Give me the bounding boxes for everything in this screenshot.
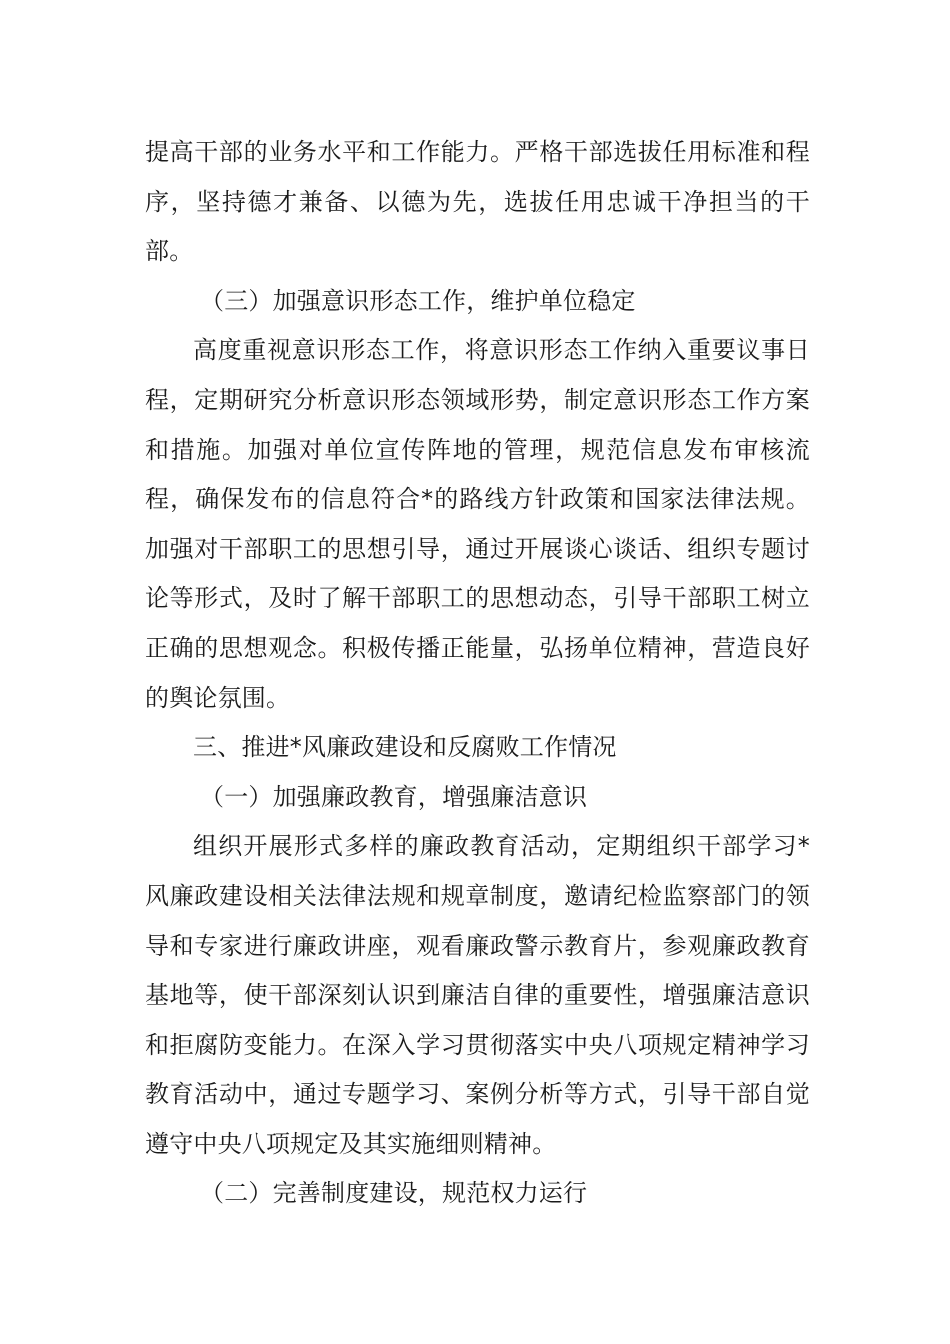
paragraph: 组织开展形式多样的廉政教育活动，定期组织干部学习*风廉政建设相关法律法规和规章制度，邀请纪检监察部门的领导和专家进行廉政讲座，观看廉政警示教育片，参观廉政教育基地等，使干部深刻认识到廉洁自律的重要性，增强廉洁意识和拒腐防变能力。在深入学习贯彻落实中央八项规定精神学习教育活动中，通过专题学习、案例分析等方式，引导干部自觉遵守中央八项规定及其实施细则精神。	[145, 832, 810, 1158]
document-body	[145, 128, 810, 1219]
section-subheading: （一）加强廉政教育，增强廉洁意识	[200, 782, 588, 811]
paragraph: 高度重视意识形态工作，将意识形态工作纳入重要议事日程，定期研究分析意识形态领域形势，制定意识形态工作方案和措施。加强对单位宣传阵地的管理，规范信息发布审核流程，确保发布的信息符合*的路线方针政策和国家法律法规。加强对干部职工的思想引导，通过开展谈心谈话、组织专题讨论等形式，及时了解干部职工的思想动态，引导干部职工树立正确的思想观念。积极传播正能量，弘扬单位精神，营造良好的舆论氛围。	[145, 336, 810, 712]
paragraph-continued: 提高干部的业务水平和工作能力。严格干部选拔任用标准和程序，坚持德才兼备、以德为先，选拔任用忠诚干净担当的干部。	[145, 138, 810, 266]
section-subheading: （三）加强意识形态工作，维护单位稳定	[200, 286, 636, 315]
section-subheading: （二）完善制度建设，规范权力运行	[200, 1179, 588, 1208]
section-heading: 三、推进*风廉政建设和反腐败工作情况	[193, 733, 617, 762]
